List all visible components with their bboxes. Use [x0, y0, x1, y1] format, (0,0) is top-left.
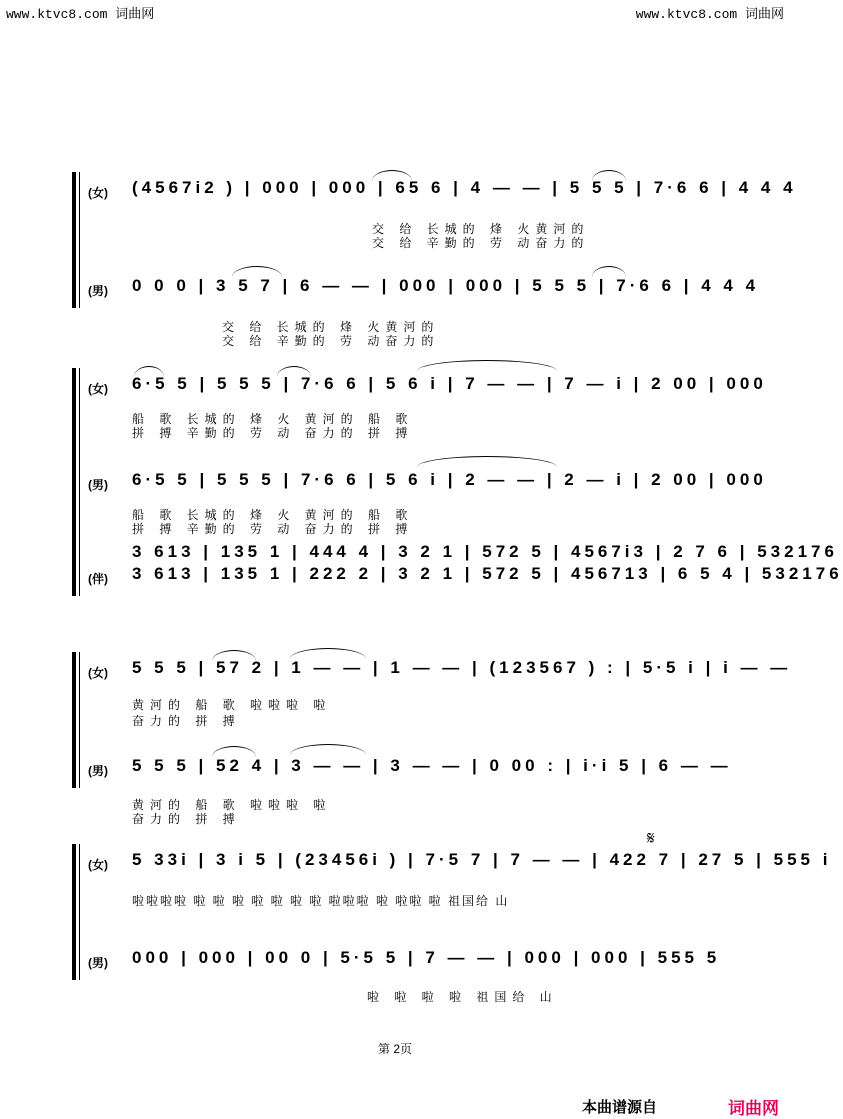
system4-female-lyrics: 啦啦啦啦 啦 啦 啦 啦 啦 啦 啦 啦啦啦 啦 啦啦 啦 祖国给 山 — [132, 894, 510, 908]
system3-female-lyrics-1: 黄河的 船 歌 啦啦啦 啦 — [132, 698, 332, 712]
system3-male-lyrics-2: 奋力的 拼 搏 — [132, 812, 241, 826]
system4-male-notes: 000 | 000 | 00 0 | 5·5 5 | 7 — — | 000 | 000 | 555 5 — [132, 948, 721, 967]
system2-female — [72, 374, 767, 402]
system2-accomp-notes-1: 3 613 | 135 1 | 444 4 | 3 2 1 | 572 5 | 4567i3 | 2 7 6 | 532176 — [132, 542, 838, 561]
system4-female — [72, 850, 832, 878]
system4-male — [72, 948, 726, 976]
slur — [592, 266, 626, 277]
slur — [592, 170, 626, 181]
slur — [290, 648, 366, 659]
system2 — [72, 374, 843, 604]
system1 — [72, 178, 797, 348]
site-logo: 词曲网 — [728, 1099, 779, 1118]
page-number: 第 2页 — [377, 1042, 412, 1056]
female-label: (女) — [88, 382, 108, 396]
female-label: (女) — [88, 858, 108, 872]
system3-male — [72, 756, 732, 784]
segno-mark: 𝄋 — [647, 828, 655, 849]
system2-accomp-notes-2: 3 613 | 135 1 | 222 2 | 3 2 1 | 572 5 | 456713 | 6 5 4 | 532176 — [132, 564, 843, 583]
slur — [212, 746, 256, 757]
system3-male-lyrics-1: 黄河的 船 歌 啦啦啦 啦 — [132, 798, 332, 812]
watermark-right: www.ktvc8.com 词曲网 — [635, 7, 784, 22]
system1-female-lyrics-2: 交 给 辛勤的 劳 动奋力的 — [372, 236, 590, 250]
system3-female-notes: 5 5 5 | 57 2 | 1 — — | 1 — — | (123567 ) : | 5·5 i | i — — — [132, 658, 792, 677]
slur — [212, 650, 256, 661]
male-label: (男) — [88, 478, 108, 492]
system3 — [72, 658, 792, 828]
slur — [417, 456, 557, 467]
accomp-label: (伴) — [88, 572, 108, 586]
female-label: (女) — [88, 186, 108, 200]
system3-male-notes: 5 5 5 | 52 4 | 3 — — | 3 — — | 0 00 : | i·i 5 | 6 — — — [132, 756, 732, 775]
slur — [417, 360, 557, 371]
system1-male-lyrics-2: 交 给 辛勤的 劳 动奋力的 — [222, 334, 440, 348]
system1-female-notes: (4567i2 ) | 000 | 000 | 65 6 | 4 — — | 5 5 5 | 7·6 6 | 4 4 4 — [132, 178, 797, 197]
slur — [372, 170, 412, 181]
system2-male-notes: 6·5 5 | 5 5 5 | 7·6 6 | 5 6 i | 2 — — | 2 — i | 2 00 | 000 — [132, 470, 767, 489]
system2-male-lyrics-2: 拼 搏 辛勤的 劳 动 奋力的 拼 搏 — [132, 522, 414, 536]
slur — [290, 744, 366, 755]
system4-female-notes: 5 33i | 3 i 5 | (23456i ) | 7·5 7 | 7 — — | 422 7 | 27 5 | 555 i — [132, 850, 832, 869]
male-label: (男) — [88, 284, 108, 298]
system3-female — [72, 658, 792, 686]
system2-female-notes: 6·5 5 | 5 5 5 | 7·6 6 | 5 6 i | 7 — — | 7 — i | 2 00 | 000 — [132, 374, 767, 393]
slur — [134, 366, 164, 377]
system2-female-lyrics-2: 拼 搏 辛勤的 劳 动 奋力的 拼 搏 — [132, 426, 414, 440]
male-label: (男) — [88, 764, 108, 778]
system3-female-lyrics-2: 奋力的 拼 搏 — [132, 714, 241, 728]
watermark-left: www.ktvc8.com 词曲网 — [6, 7, 155, 22]
system1-male — [72, 276, 760, 304]
system2-female-lyrics-1: 船 歌 长城的 烽 火 黄河的 船 歌 — [132, 412, 414, 426]
source-label: 本曲谱源自 — [582, 1099, 658, 1116]
slur — [277, 366, 311, 377]
system2-male-lyrics-1: 船 歌 长城的 烽 火 黄河的 船 歌 — [132, 508, 414, 522]
female-label: (女) — [88, 666, 108, 680]
system2-male — [72, 470, 767, 498]
male-label: (男) — [88, 956, 108, 970]
system2-accomp-2 — [72, 564, 843, 592]
system4 — [72, 828, 832, 1010]
slur — [232, 266, 282, 277]
system1-female-lyrics-1: 交 给 长城的 烽 火黄河的 — [372, 222, 590, 236]
system4-male-lyrics: 啦 啦 啦 啦 祖国给 山 — [367, 990, 558, 1004]
system1-male-lyrics-1: 交 给 长城的 烽 火黄河的 — [222, 320, 440, 334]
system1-female — [72, 178, 797, 206]
system1-male-notes: 0 0 0 | 3 5 7 | 6 — — | 000 | 000 | 5 5 5 | 7·6 6 | 4 4 4 — [132, 276, 760, 295]
